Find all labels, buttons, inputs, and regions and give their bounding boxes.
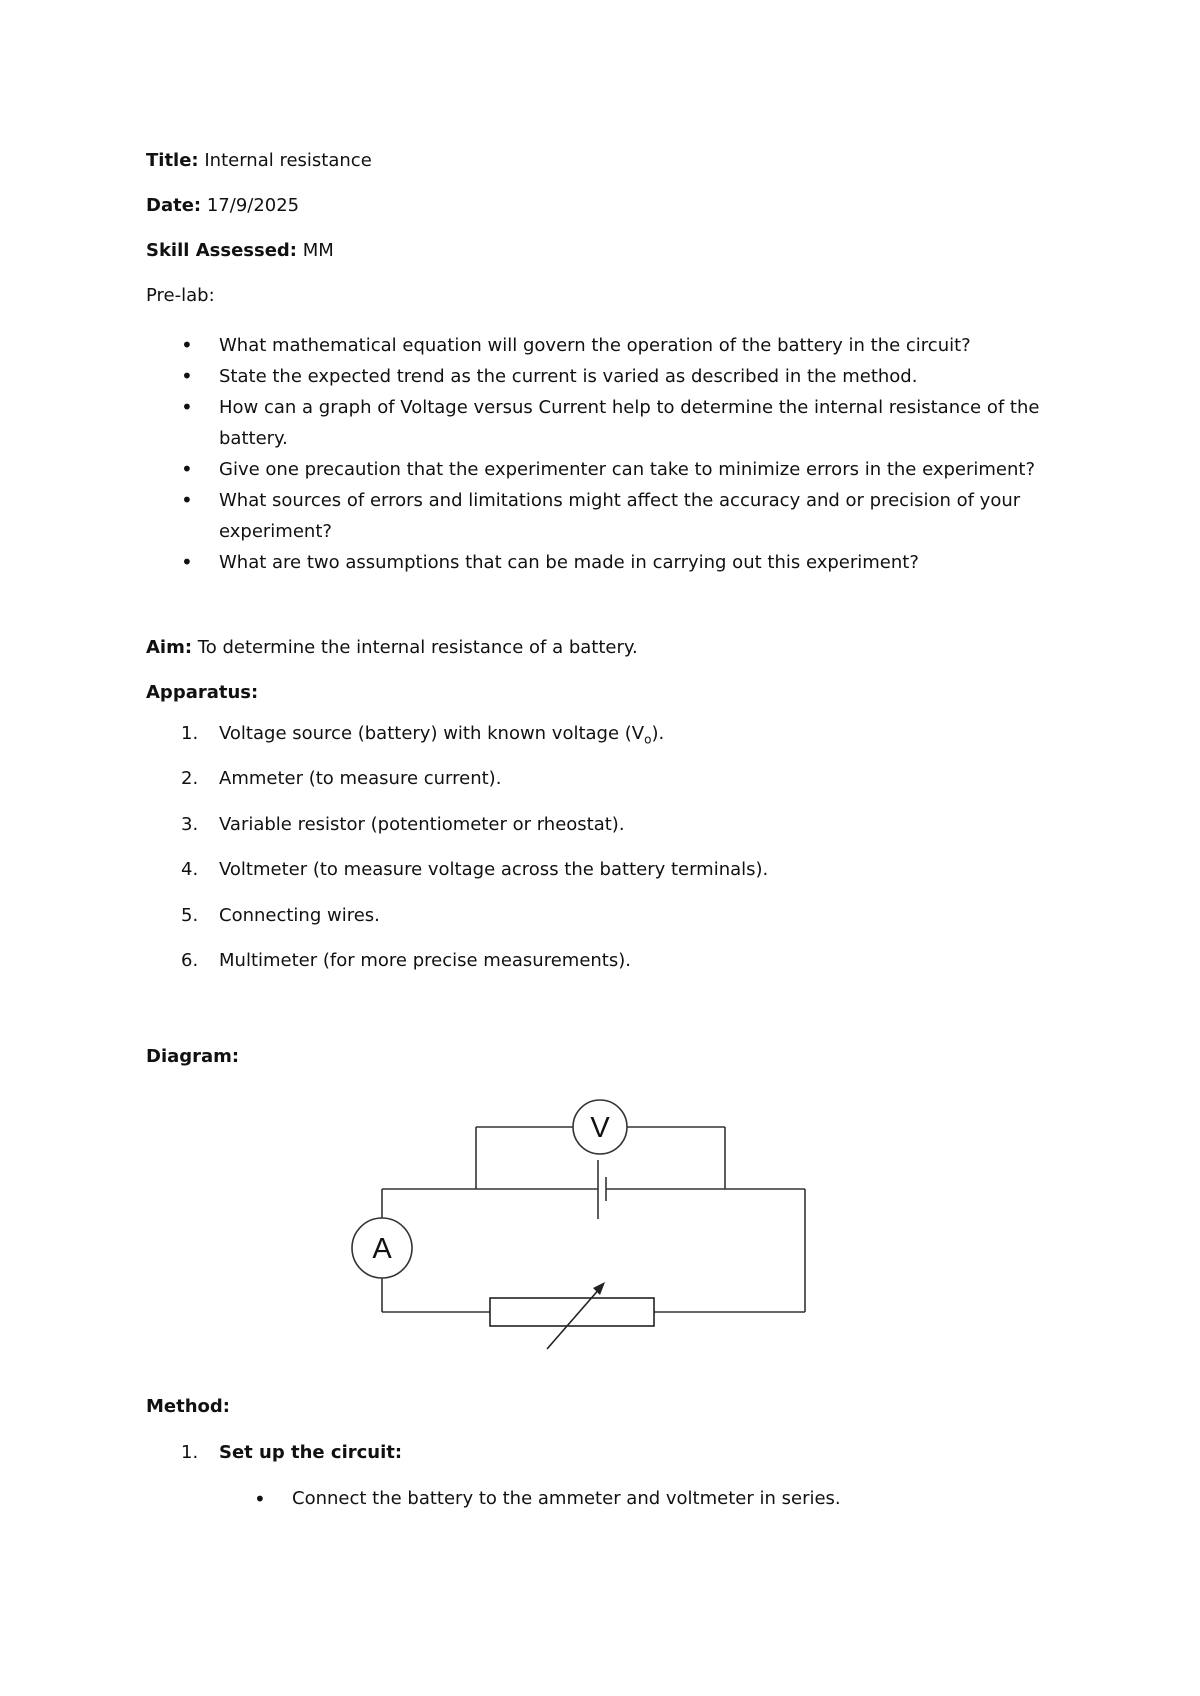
method-step	[181, 1441, 403, 1465]
date-value: 17/9/2025	[206, 195, 300, 216]
step-title: Set up the circuit:	[219, 1442, 403, 1463]
ammeter-label: A	[372, 1233, 392, 1265]
prelab-question: • What are two assumptions that can be made in carrying out this experiment?	[0, 547, 1049, 578]
item-number: 4.	[181, 859, 199, 881]
prelab-question: • What mathematical equation will govern the operation of the battery in the circuit?	[0, 330, 1049, 361]
item-number: 5.	[181, 904, 199, 926]
aim-text: To determine the internal resistance of a battery.	[197, 637, 638, 658]
prelab-label: Pre-lab:	[146, 285, 215, 306]
item-text: Ammeter (to measure current).	[219, 768, 502, 790]
date-line	[146, 194, 299, 218]
date-label: Date:	[146, 195, 202, 216]
step-number: 1.	[181, 1442, 199, 1463]
apparatus-heading: Apparatus:	[146, 682, 259, 703]
title-value: Internal resistance	[204, 150, 372, 171]
prelab-question: • State the expected trend as the current is varied as described in the method.	[0, 361, 1049, 392]
item-text: Variable resistor (potentiometer or rheostat).	[219, 813, 625, 835]
item-text: Voltmeter (to measure voltage across the battery terminals).	[219, 859, 769, 881]
circuit-diagram	[340, 1095, 820, 1355]
apparatus-item	[0, 949, 768, 994]
item-number: 2.	[181, 768, 199, 790]
variable-resistor	[490, 1298, 654, 1326]
prelab-question: • Give one precaution that the experimenter can take to minimize errors in the experiment?	[0, 454, 1049, 485]
prelab-question: • How can a graph of Voltage versus Current help to determine the internal resistance of the battery.	[0, 392, 1049, 454]
method-bullet: • Connect the battery to the ammeter and voltmeter in series.	[292, 1487, 841, 1511]
skill-line	[146, 239, 334, 263]
title-line	[146, 149, 372, 173]
title-label: Title:	[146, 150, 199, 171]
diagram-heading: Diagram:	[146, 1046, 240, 1067]
skill-value: MM	[302, 240, 334, 261]
item-subscript: o	[644, 732, 652, 747]
item-text: Multimeter (for more precise measurements).	[219, 949, 631, 971]
apparatus-item	[0, 858, 768, 903]
apparatus-item	[0, 767, 768, 812]
item-number: 1.	[181, 723, 199, 744]
item-number: 3.	[181, 813, 199, 835]
item-text: Connecting wires.	[219, 904, 380, 926]
method-heading: Method:	[146, 1396, 230, 1417]
apparatus-item	[0, 904, 768, 949]
item-text-end: ).	[651, 723, 665, 744]
apparatus-list	[0, 722, 768, 994]
rheostat-arrow-shaft	[547, 1287, 601, 1349]
prelab-questions	[0, 330, 1060, 578]
item-text: Voltage source (battery) with known voltage (V	[219, 723, 645, 744]
apparatus-item	[0, 813, 768, 858]
voltmeter-label: V	[590, 1112, 610, 1144]
aim-label: Aim:	[146, 637, 193, 658]
prelab-question: • What sources of errors and limitations might affect the accuracy and or precision of your experiment?	[0, 485, 1049, 547]
aim-line	[146, 636, 638, 660]
apparatus-item	[0, 722, 768, 767]
skill-label: Skill Assessed:	[146, 240, 297, 261]
item-number: 6.	[181, 949, 199, 971]
